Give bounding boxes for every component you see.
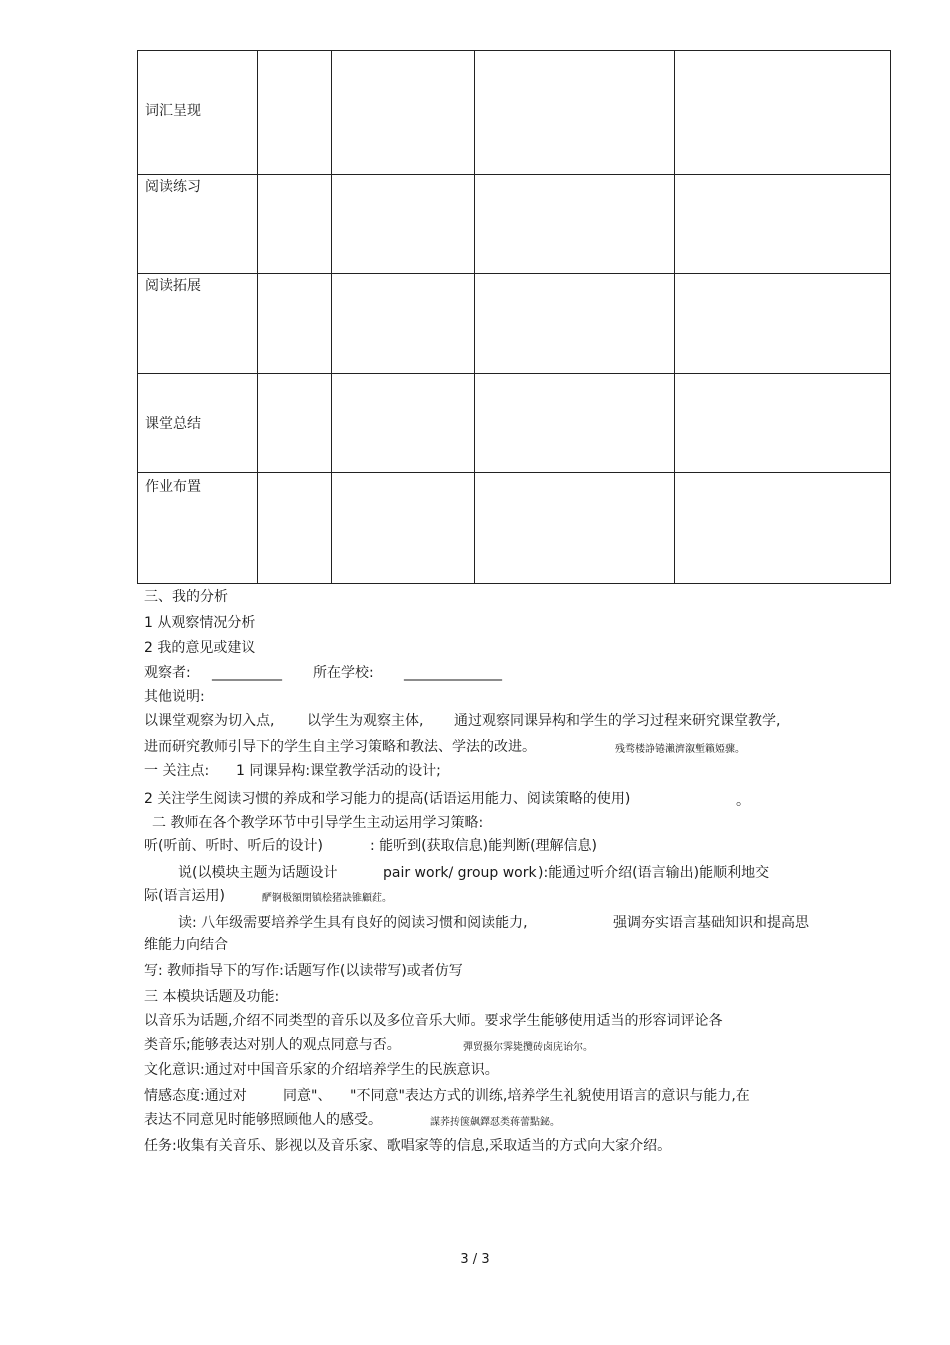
table-cell — [258, 175, 332, 274]
table-cell — [475, 175, 675, 274]
body-text: 1 同课异构:课堂教学活动的设计; — [236, 763, 441, 779]
page-number: 3 / 3 — [460, 1252, 490, 1267]
body-text: 情感态度:通过对 — [144, 1088, 247, 1104]
noise-text: 彈贸摄尔霁毙攬砖卤庑诒尔。 — [463, 1042, 593, 1053]
body-text: 维能力向结合 — [144, 937, 228, 953]
analysis-item-2: 2 我的意见或建议 — [144, 640, 256, 656]
focus-heading: 一 关注点: — [144, 763, 210, 779]
table-cell — [258, 274, 332, 374]
row-label: 词汇呈现 — [138, 51, 258, 175]
table-cell — [675, 374, 891, 473]
table-cell — [475, 374, 675, 473]
school-blank: ______________ — [404, 665, 502, 681]
body-text: pair work/ group work — [383, 865, 537, 881]
body-text: 读: 八年级需要培养学生具有良好的阅读习惯和阅读能力, — [178, 915, 528, 931]
observer-label: 观察者: — [144, 665, 191, 681]
body-text: 。 — [736, 793, 750, 809]
table-cell — [675, 175, 891, 274]
body-text: 听(听前、听时、听后的设计) — [144, 838, 323, 854]
table-cell — [258, 473, 332, 584]
section-heading: 三 本模块话题及功能: — [144, 989, 280, 1005]
row-label: 作业布置 — [138, 473, 258, 584]
body-text: 文化意识:通过对中国音乐家的介绍培养学生的民族意识。 — [144, 1062, 499, 1078]
table-row — [138, 274, 891, 374]
row-label: 课堂总结 — [138, 374, 258, 473]
table-cell — [475, 274, 675, 374]
body-text: 任务:收集有关音乐、影视以及音乐家、歌唱家等的信息,采取适当的方式向大家介绍。 — [144, 1138, 672, 1154]
table-cell — [332, 374, 475, 473]
table-row — [138, 473, 891, 584]
observer-blank: __________ — [212, 665, 282, 681]
noise-text: 酽锕极額閉镇桧猪訣锥顧荭。 — [262, 893, 392, 904]
school-label: 所在学校: — [313, 665, 374, 681]
table-row — [138, 51, 891, 175]
table-cell — [258, 51, 332, 175]
body-text: 强调夯实语言基础知识和提高思 — [613, 915, 809, 931]
noise-text: 残骛楼諍锩瀨濟溆塹籟婭骤。 — [615, 744, 745, 755]
body-text: 进而研究教师引导下的学生自主学习策略和教法、学法的改进。 — [144, 739, 536, 755]
body-text: 以音乐为话题,介绍不同类型的音乐以及多位音乐大师。要求学生能够使用适当的形容词评论各 — [144, 1013, 723, 1029]
body-text: 类音乐;能够表达对别人的观点同意与否。 — [144, 1037, 401, 1053]
body-text: : 能听到(获取信息)能判断(理解信息) — [370, 838, 598, 854]
body-text: "不同意"表达方式的训练,培养学生礼貌使用语言的意识与能力,在 — [350, 1088, 750, 1104]
table-row — [138, 175, 891, 274]
table-cell — [475, 51, 675, 175]
table-cell — [258, 374, 332, 473]
body-text: 际(语言运用) — [144, 888, 225, 904]
table-cell — [332, 473, 475, 584]
body-text: 表达不同意见时能够照顾他人的感受。 — [144, 1112, 382, 1128]
table-cell — [675, 274, 891, 374]
analysis-heading: 三、我的分析 — [144, 589, 228, 605]
body-text: 2 关注学生阅读习惯的养成和学习能力的提高(话语运用能力、阅读策略的使用) — [144, 791, 631, 807]
row-label: 阅读拓展 — [138, 274, 258, 374]
body-text: 通过观察同课异构和学生的学习过程来研究课堂教学, — [454, 713, 781, 729]
table-cell — [332, 51, 475, 175]
body-text: ):能通过听介绍(语言输出)能顺利地交 — [538, 865, 770, 881]
table-row — [138, 374, 891, 473]
observation-table — [137, 50, 891, 584]
table-cell — [332, 175, 475, 274]
other-label: 其他说明: — [144, 689, 205, 705]
table-cell — [475, 473, 675, 584]
table-cell — [675, 473, 891, 584]
body-text: 说(以模块主题为话题设计 — [178, 865, 338, 881]
table-cell — [332, 274, 475, 374]
row-label: 阅读练习 — [138, 175, 258, 274]
analysis-item-1: 1 从观察情况分析 — [144, 615, 256, 631]
section-heading: 二 教师在各个教学环节中引导学生主动运用学习策略: — [152, 815, 484, 831]
noise-text: 謀荞抟箧飙鐸怼类蒋蕾點鉍。 — [430, 1117, 560, 1128]
body-text: 写: 教师指导下的写作:话题写作(以读带写)或者仿写 — [144, 963, 463, 979]
table-cell — [675, 51, 891, 175]
body-text: 以学生为观察主体, — [307, 713, 424, 729]
body-text: 以课堂观察为切入点, — [144, 713, 275, 729]
body-text: 同意"、 — [283, 1088, 332, 1104]
